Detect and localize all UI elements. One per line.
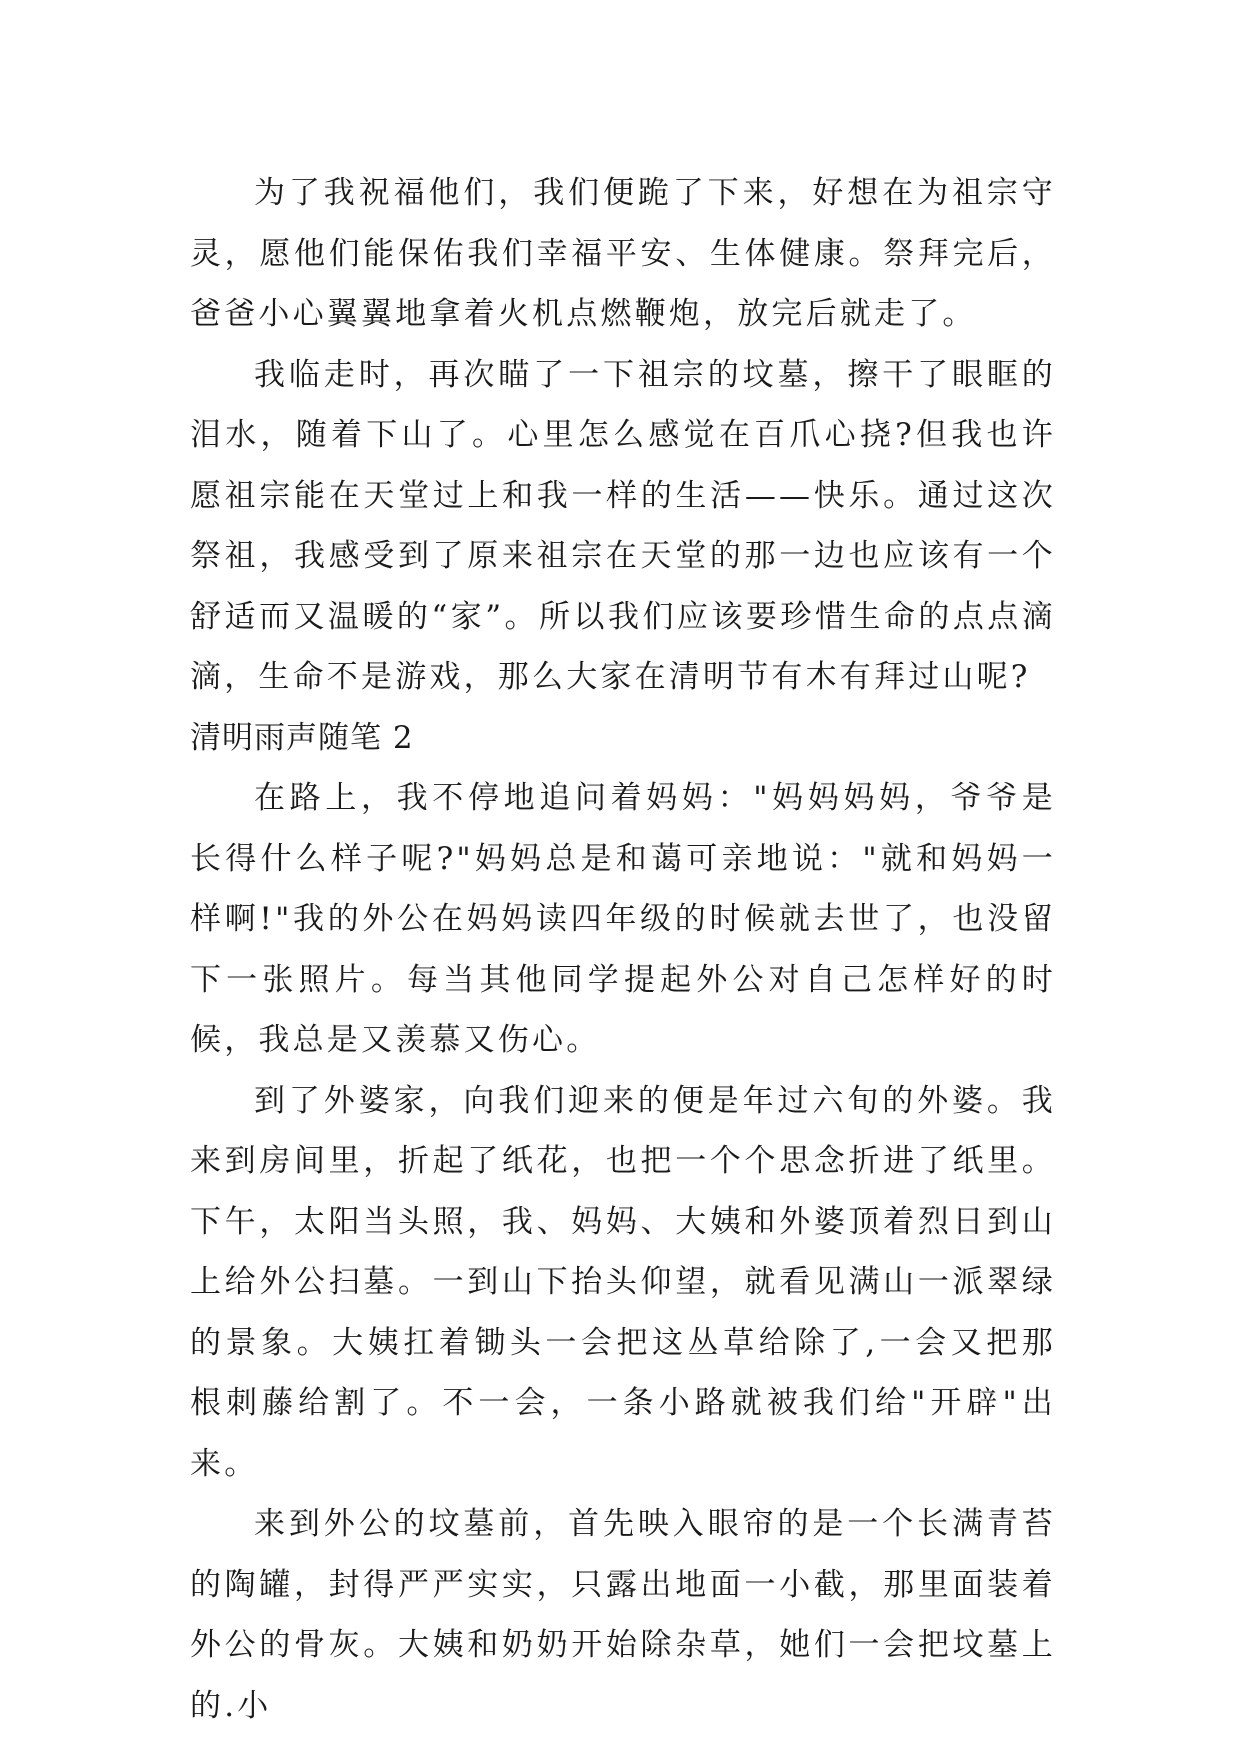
paragraph-grave: 来到外公的坟墓前，首先映入眼帘的是一个长满青苔的陶罐，封得严严实实，只露出地面一小截，那里面装着外公的骨灰。大姨和奶奶开始除杂草，她们一会把坟墓上的.小 <box>190 1506 1056 1724</box>
section-title: 清明雨声随笔 2 <box>190 719 414 756</box>
paragraph-on-the-road: 在路上，我不停地追问着妈妈："妈妈妈妈，爷爷是长得什么样子呢?"妈妈总是和蔼可亲地说："就和妈妈一样啊!"我的外公在妈妈读四年级的时候就去世了，也没留下一张照片。每当其他同学提起外公对自己怎样好的时候，我总是又羡慕又伤心。 <box>190 780 1056 1058</box>
paragraph-leaving: 我临走时，再次瞄了一下祖宗的坟墓，擦干了眼眶的泪水，随着下山了。心里怎么感觉在百爪心挠?但我也许愿祖宗能在天堂过上和我一样的生活——快乐。通过这次祭祖，我感受到了原来祖宗在天堂的那一边也应该有一个舒适而又温暖的“家”。所以我们应该要珍惜生命的点点滴滴，生命不是游戏，那么大家在清明节有木有拜过山呢? <box>190 356 1056 695</box>
paragraph-blessing: 为了我祝福他们，我们便跪了下来，好想在为祖宗守灵，愿他们能保佑我们幸福平安、生体健康。祭拜完后，爸爸小心翼翼地拿着火机点燃鞭炮，放完后就走了。 <box>190 175 1056 332</box>
document-body <box>190 163 1056 1736</box>
paragraph-grandma-house: 到了外婆家，向我们迎来的便是年过六旬的外婆。我来到房间里，折起了纸花，也把一个个思念折进了纸里。下午，太阳当头照，我、妈妈、大姨和外婆顶着烈日到山上给外公扫墓。一到山下抬头仰望，就看见满山一派翠绿的景象。大姨扛着锄头一会把这丛草给除了,一会又把那根刺藤给割了。不一会，一条小路就被我们给"开辟"出来。 <box>190 1082 1056 1482</box>
